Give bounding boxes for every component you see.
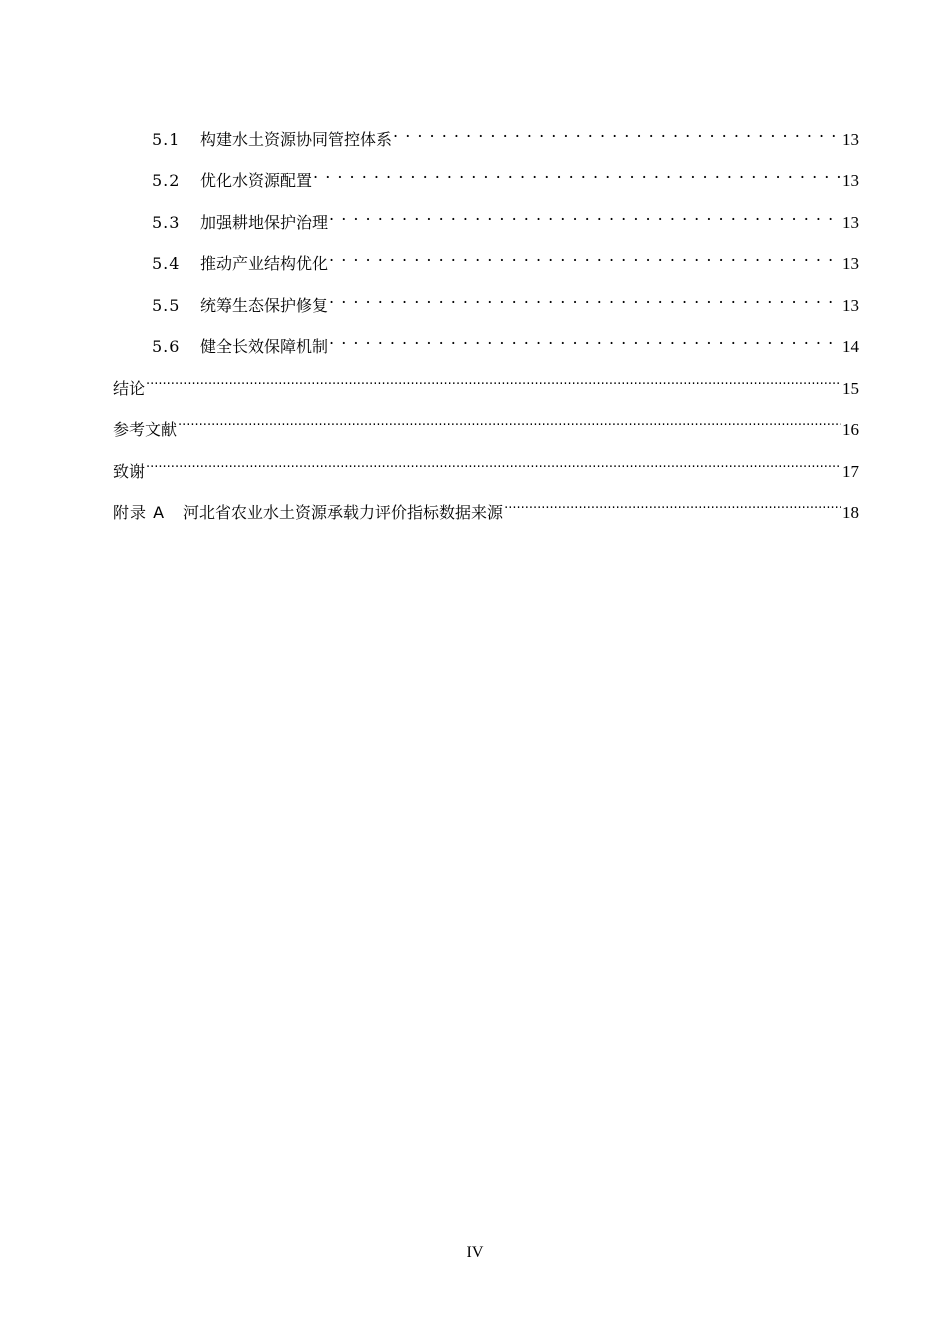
toc-entry-page: 14: [842, 337, 859, 356]
toc-entry-title: 优化水资源配置: [200, 171, 313, 190]
toc-entry-page: 17: [842, 462, 859, 481]
toc-entry-page: 13: [842, 171, 859, 190]
toc-entry-references[interactable]: [113, 409, 859, 439]
toc-entry-5-1[interactable]: [152, 119, 859, 149]
toc-entry-number: 5.3: [152, 213, 181, 232]
dot-leader: [329, 285, 841, 311]
toc-entry-page: 18: [842, 503, 859, 522]
toc-entry-title: 加强耕地保护治理: [200, 213, 329, 232]
toc-entry-page: 13: [842, 130, 859, 149]
toc-entry-page: 13: [842, 213, 859, 232]
dot-leader: [329, 202, 841, 228]
toc-entry-5-4[interactable]: [152, 243, 859, 273]
toc-entry-5-3[interactable]: [152, 202, 859, 232]
toc-entry-number: 5.6: [152, 337, 181, 356]
dot-leader: [329, 243, 841, 269]
page-number: IV: [466, 1244, 484, 1261]
toc-entry-appendix-a[interactable]: [113, 492, 859, 522]
toc-entry-number: 5.4: [152, 254, 181, 273]
toc-entry-title: 健全长效保障机制: [200, 337, 329, 356]
toc-entry-number: 5.5: [152, 296, 181, 315]
toc-entry-title: 构建水土资源协同管控体系: [200, 130, 393, 149]
toc-entry-title: 统筹生态保护修复: [200, 296, 329, 315]
toc-entry-number: 5.1: [152, 130, 181, 149]
toc-entry-title: 参考文献: [113, 420, 178, 439]
dot-leader: [504, 492, 841, 518]
toc-entry-title: 致谢: [113, 462, 146, 481]
toc-entry-page: 13: [842, 296, 859, 315]
toc-entry-5-6[interactable]: [152, 326, 859, 356]
toc-entry-title: 结论: [113, 379, 146, 398]
toc-entry-page: 13: [842, 254, 859, 273]
toc-entry-page: 16: [842, 420, 859, 439]
toc-entry-title: 推动产业结构优化: [200, 254, 329, 273]
dot-leader: [146, 368, 841, 394]
toc-entry-page: 15: [842, 379, 859, 398]
dot-leader: [393, 119, 841, 145]
toc-entry-acknowledgements[interactable]: [113, 451, 859, 481]
toc-entry-5-2[interactable]: [152, 160, 859, 190]
toc-entry-number: 附录 A: [113, 503, 166, 522]
toc-entry-5-5[interactable]: [152, 285, 859, 315]
dot-leader: [146, 451, 841, 477]
dot-leader: [329, 326, 841, 352]
toc-entry-title: 河北省农业水土资源承载力评价指标数据来源: [183, 503, 504, 522]
dot-leader: [178, 409, 841, 435]
toc-entry-number: 5.2: [152, 171, 181, 190]
dot-leader: [313, 160, 841, 186]
toc-entry-conclusion[interactable]: [113, 368, 859, 398]
